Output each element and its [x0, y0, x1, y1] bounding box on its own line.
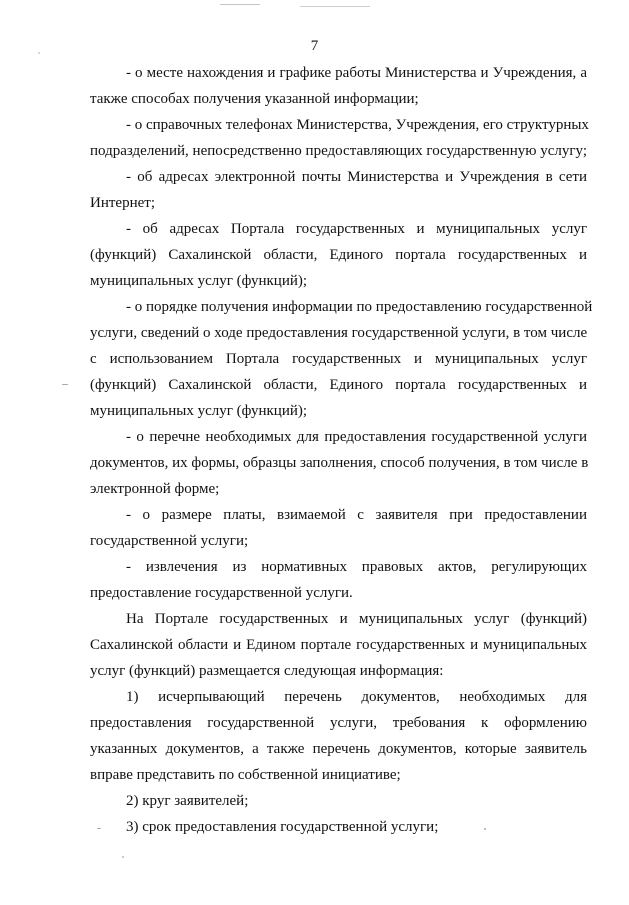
text-line: муниципальных услуг (функций);: [90, 403, 308, 419]
scan-speck: [300, 6, 370, 7]
text-line: услуг (функций) размещается следующая информация:: [90, 663, 444, 679]
text-line: (функций) Сахалинской области, Единого портала государственных и: [90, 377, 587, 393]
text-line: Интернет;: [90, 195, 155, 211]
text-line: государственной услуги;: [90, 533, 249, 549]
text-line: - об адресах Портала государственных и муниципальных услуг: [126, 221, 587, 237]
scan-speck: [220, 4, 260, 5]
scan-speck: [484, 828, 486, 830]
scan-speck: [62, 384, 68, 385]
text-line: - об адресах электронной почты Министерства и Учреждения в сети: [126, 169, 587, 185]
text-line: - о месте нахождения и графике работы Министерства и Учреждения, а: [126, 65, 587, 81]
text-line: 1) исчерпывающий перечень документов, необходимых для: [126, 689, 587, 705]
text-line: указанных документов, а также перечень документов, которые заявитель: [90, 741, 587, 757]
text-line: электронной форме;: [90, 481, 220, 497]
text-line: предоставления государственной услуги, требования к оформлению: [90, 715, 587, 731]
text-line: - о справочных телефонах Министерства, Учреждения, его структурных: [126, 117, 589, 133]
text-line: - о порядке получения информации по предоставлению государственной: [126, 299, 593, 315]
text-line: также способах получения указанной информации;: [90, 91, 419, 107]
scan-speck: [122, 856, 124, 858]
text-line: вправе представить по собственной инициативе;: [90, 767, 401, 783]
text-line: услуги, сведений о ходе предоставления государственной услуги, в том числе: [90, 325, 588, 341]
text-line: 2) круг заявителей;: [126, 793, 249, 809]
text-line: предоставление государственной услуги.: [90, 585, 353, 601]
text-line: документов, их формы, образцы заполнения, способ получения, в том числе в: [90, 455, 589, 471]
text-line: - о перечне необходимых для предоставления государственной услуги: [126, 429, 587, 445]
text-line: - извлечения из нормативных правовых актов, регулирующих: [126, 559, 587, 575]
text-line: с использованием Портала государственных и муниципальных услуг: [90, 351, 587, 367]
page-number: 7: [310, 38, 319, 54]
text-line: (функций) Сахалинской области, Единого портала государственных и: [90, 247, 587, 263]
scan-speck: [38, 52, 40, 54]
text-line: Сахалинской области и Едином портале государственных и муниципальных: [90, 637, 587, 653]
text-line: муниципальных услуг (функций);: [90, 273, 308, 289]
text-line: подразделений, непосредственно предоставляющих государственную услугу;: [90, 143, 588, 159]
text-line: На Портале государственных и муниципальных услуг (функций): [126, 611, 587, 627]
text-line: 3) срок предоставления государственной услуги;: [126, 819, 439, 835]
scan-speck: [97, 828, 101, 829]
text-line: - о размере платы, взимаемой с заявителя при предоставлении: [126, 507, 587, 523]
